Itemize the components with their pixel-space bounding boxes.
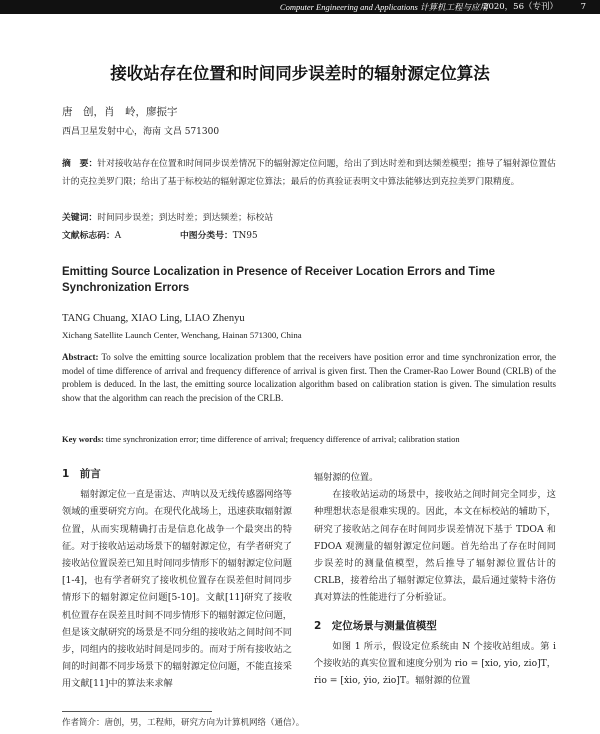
issue-info: 2020，56（专刊）: [483, 2, 558, 12]
author-footnote: 作者简介：唐创，男，工程师，研究方向为计算机网络（通信）。: [62, 718, 305, 728]
abstract-en-text: To solve the emitting source localization problem that the receivers have position error and time synchronization error, the model of time difference of arrival and frequency difference of arrival is given first. Then the Cramer-Rao Lower Bound (CRLB) of the problem is deduced. In the last, the emitting source localization algorithm based on calibration station is given. The simulation results show that the algorithm can reach the precision of the CRLB.: [62, 352, 556, 403]
affiliation-cn: 西昌卫星发射中心，海南 文昌 571300: [62, 127, 220, 137]
running-header: [0, 0, 600, 14]
classification-row: [62, 228, 556, 241]
keywords-cn-label: 关键词：: [62, 213, 98, 223]
authors-cn: 唐 创，肖 岭，廖振宇: [62, 106, 178, 118]
section-2-paragraph: 如图 1 所示，假设定位系统由 N 个接收站组成。第 i 个接收站的真实位置和速度分别为 rio = [xio, yio, zio]T，ṙio = [ẋio, ẏio, żio]T。辐射源的位置: [314, 640, 556, 687]
abstract-cn: [62, 155, 556, 191]
authors-en: TANG Chuang, XIAO Ling, LIAO Zhenyu: [62, 313, 245, 324]
clc-label: 中图分类号：: [180, 231, 233, 241]
abstract-cn-label: 摘 要：: [62, 159, 98, 169]
doc-code: [62, 231, 121, 241]
paper-title-cn: 接收站存在位置和时间同步误差时的辐射源定位算法: [110, 64, 490, 83]
keywords-en: [62, 434, 556, 444]
section-2-heading: 2 定位场景与测量值模型: [314, 619, 437, 632]
keywords-en-label: Key words:: [62, 434, 104, 444]
abstract-en-label: Abstract:: [62, 352, 99, 362]
doc-code-value: A: [114, 231, 122, 241]
section-1-paragraph-2: 在接收站运动的场景中，接收站之间时间完全同步，这种理想状态是很难实现的。因此，本文在标校站的辅助下，研究了接收站之间存在时间同步误差情况下基于 TDOA 和 FDOA 观测量的辐射源定位问题。首先给出了存在时间同步误差时的测量值模型，然后推导了辐射源位置估计的 CRLB，接着给出了辐射源定位算法，最后通过蒙特卡洛仿真对算法的性能进行了分析验证。: [314, 489, 556, 604]
page-number: 7: [580, 2, 586, 12]
section-1-heading: 1 前言: [62, 468, 101, 480]
abstract-en: [62, 351, 556, 405]
left-column: [62, 455, 292, 693]
clc-number: [180, 228, 258, 241]
right-column: [314, 469, 556, 689]
continued-paragraph: 辐射源的位置。: [314, 472, 379, 483]
section-1-paragraph: 辐射源定位一直是雷达、声呐以及无线传感器网络等领域的重要研究方向。在现代化战场上，迅速获取辐射源位置，从而实现精确打击是信息化战争一个最突出的特征。对于接收站运动场景下的辐射源定位，有学者研究了接收站位置误差已知且时间同步情形下的辐射源定位问题[1-4]，也有学者研究了接收机位置存在误差但时间同步情形下的辐射源定位问题[5-10]。文献[11]研究了接收机位置存在误差且时间不同步情形下的辐射源定位问题，但是该文献研究的场景是不同分组的接收站之间时间不同步，同组内的接收站时间是同步的。而对于所有接收站之间的时间都不同步场景下的辐射源定位问题，不能直接采用文献[11]中的算法来求解: [62, 489, 292, 690]
journal-name: Computer Engineering and Applications 计算机工程与应用: [279, 2, 488, 12]
doc-code-label: 文献标志码：: [62, 231, 115, 241]
clc-value: TN95: [232, 231, 258, 241]
keywords-cn: [62, 210, 273, 223]
keywords-cn-text: 时间同步误差；到达时差；到达频差；标校站: [97, 213, 274, 223]
affiliation-en: Xichang Satellite Launch Center, Wenchang, Hainan 571300, China: [62, 330, 302, 340]
footnote-rule: [62, 711, 212, 712]
keywords-en-text: time synchronization error; time difference of arrival; frequency difference of arrival; calibration station: [105, 434, 460, 444]
abstract-cn-text: 针对接收站存在位置和时间同步误差情况下的辐射源定位问题，给出了到达时差和到达频差模型；推导了辐射源位置估计的克拉美罗门限；给出了基于标校站的辐射源定位算法；最后的仿真验证表明文中算法能够达到克拉美罗门限精度。: [62, 159, 556, 187]
paper-title-en: Emitting Source Localization in Presence of Receiver Location Errors and Time Synchronization Errors: [62, 266, 496, 294]
